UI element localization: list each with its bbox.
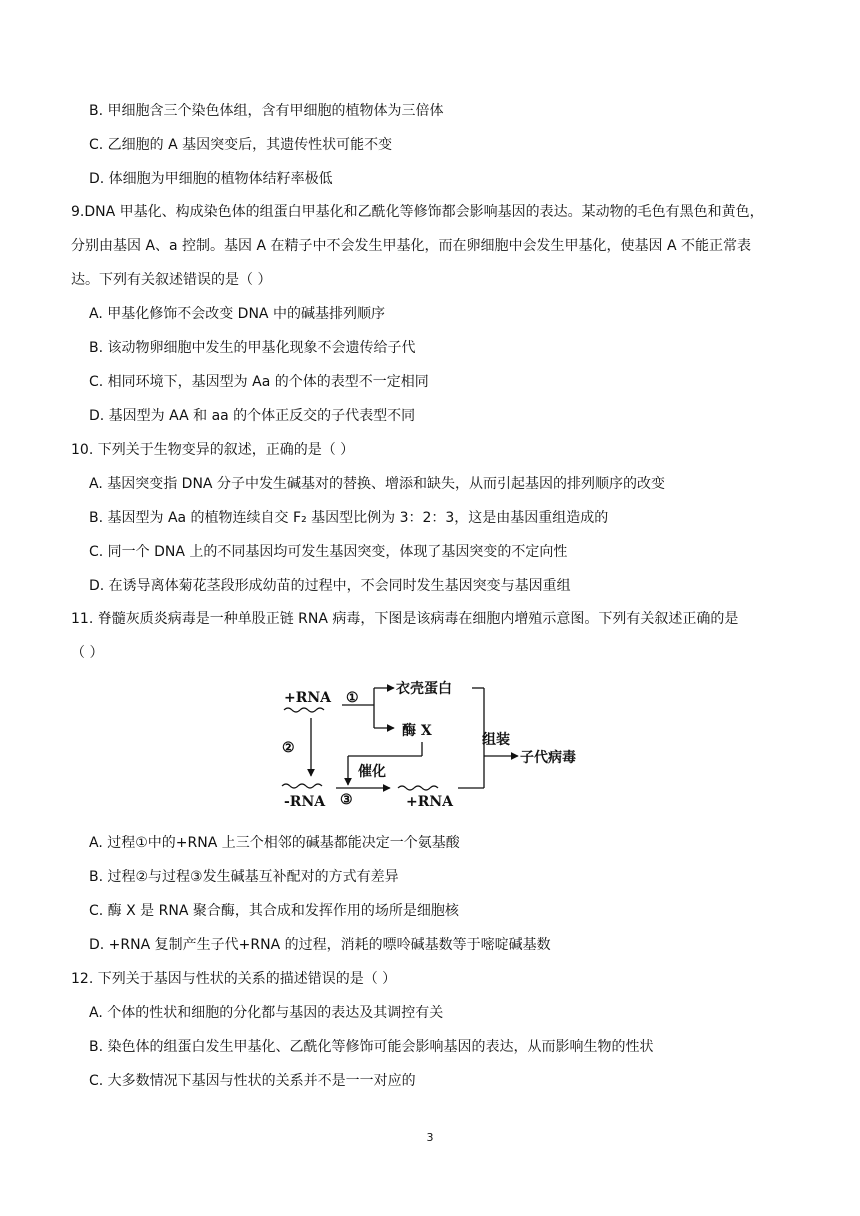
option-d: D. 体细胞为甲细胞的植物体结籽率极低: [89, 171, 333, 187]
question-12-option-b: B. 染色体的组蛋白发生甲基化、乙酰化等修饰可能会影响基因的表达，从而影响生物的性状: [89, 1039, 654, 1055]
question-10-option-d: D. 在诱导离体菊花茎段形成幼苗的过程中，不会同时发生基因突变与基因重组: [89, 578, 571, 594]
question-11-option-b: B. 过程②与过程③发生碱基互补配对的方式有差异: [89, 869, 399, 885]
assemble-label: 组装: [482, 732, 510, 748]
option-c: C. 乙细胞的 A 基因突变后，其遗传性状可能不变: [89, 137, 393, 153]
step-1-label: ①: [346, 690, 359, 706]
question-10-option-a: A. 基因突变指 DNA 分子中发生碱基对的替换、增添和缺失，从而引起基因的排列顺序的改变: [89, 476, 665, 492]
plus-rna-right-wave: [398, 786, 438, 790]
question-9-option-d: D. 基因型为 AA 和 aa 的个体正反交的子代表型不同: [89, 408, 416, 424]
question-11-option-c: C. 酶 X 是 RNA 聚合酶，其合成和发挥作用的场所是细胞核: [89, 903, 459, 919]
question-9-option-a: A. 甲基化修饰不会改变 DNA 中的碱基排列顺序: [89, 306, 385, 322]
question-10-option-c: C. 同一个 DNA 上的不同基因均可发生基因突变，体现了基因突变的不定向性: [89, 544, 568, 560]
progeny-virus-label: 子代病毒: [520, 750, 576, 766]
minus-rna-wave: [282, 784, 322, 788]
question-9-option-b: B. 该动物卵细胞中发生的甲基化现象不会遗传给子代: [89, 340, 416, 356]
question-10-option-b: B. 基因型为 Aa 的植物连续自交 F₂ 基因型比例为 3：2：3，这是由基因重组造成的: [89, 510, 609, 526]
question-10-stem: 10. 下列关于生物变异的叙述，正确的是（ ）: [71, 442, 355, 458]
question-9-line-1: 9.DNA 甲基化、构成染色体的组蛋白甲基化和乙酰化等修饰都会影响基因的表达。某动物的毛色有黑色和黄色，: [71, 204, 764, 220]
question-11-option-a: A. 过程①中的+RNA 上三个相邻的碱基都能决定一个氨基酸: [89, 835, 460, 851]
question-11-option-d: D. +RNA 复制产生子代+RNA 的过程，消耗的嘌呤碱基数等于嘧啶碱基数: [89, 937, 551, 953]
question-9-line-2: 分别由基因 A、a 控制。基因 A 在精子中不会发生甲基化，而在卵细胞中会发生甲基化，使基因 A 不能正常表: [71, 238, 752, 254]
step-3-label: ③: [340, 792, 353, 808]
question-11-line-1: 11. 脊髓灰质炎病毒是一种单股正链 RNA 病毒，下图是该病毒在细胞内增殖示意图。下列有关叙述正确的是: [71, 611, 739, 627]
plus-rna-right-label: +RNA: [406, 794, 454, 810]
plus-rna-left-label: +RNA: [284, 690, 332, 706]
plus-rna-left-wave: [284, 708, 324, 712]
coat-protein-label: 衣壳蛋白: [396, 681, 452, 697]
question-12-option-c: C. 大多数情况下基因与性状的关系并不是一一对应的: [89, 1073, 416, 1089]
step-2-label: ②: [282, 740, 295, 756]
question-9-line-3: 达。下列有关叙述错误的是（ ）: [71, 272, 272, 288]
question-9-option-c: C. 相同环境下，基因型为 Aa 的个体的表型不一定相同: [89, 374, 429, 390]
virus-replication-diagram: [272, 678, 592, 812]
option-b: B. 甲细胞含三个染色体组，含有甲细胞的植物体为三倍体: [89, 103, 444, 119]
question-12-option-a: A. 个体的性状和细胞的分化都与基因的表达及其调控有关: [89, 1005, 444, 1021]
question-11-line-2: （ ）: [71, 645, 104, 661]
page-number: 3: [426, 1131, 434, 1144]
enzyme-x-label: 酶 X: [402, 723, 432, 739]
question-12-stem: 12. 下列关于基因与性状的关系的描述错误的是（ ）: [71, 971, 397, 987]
minus-rna-label: -RNA: [284, 794, 326, 810]
catalyze-label: 催化: [358, 764, 386, 780]
